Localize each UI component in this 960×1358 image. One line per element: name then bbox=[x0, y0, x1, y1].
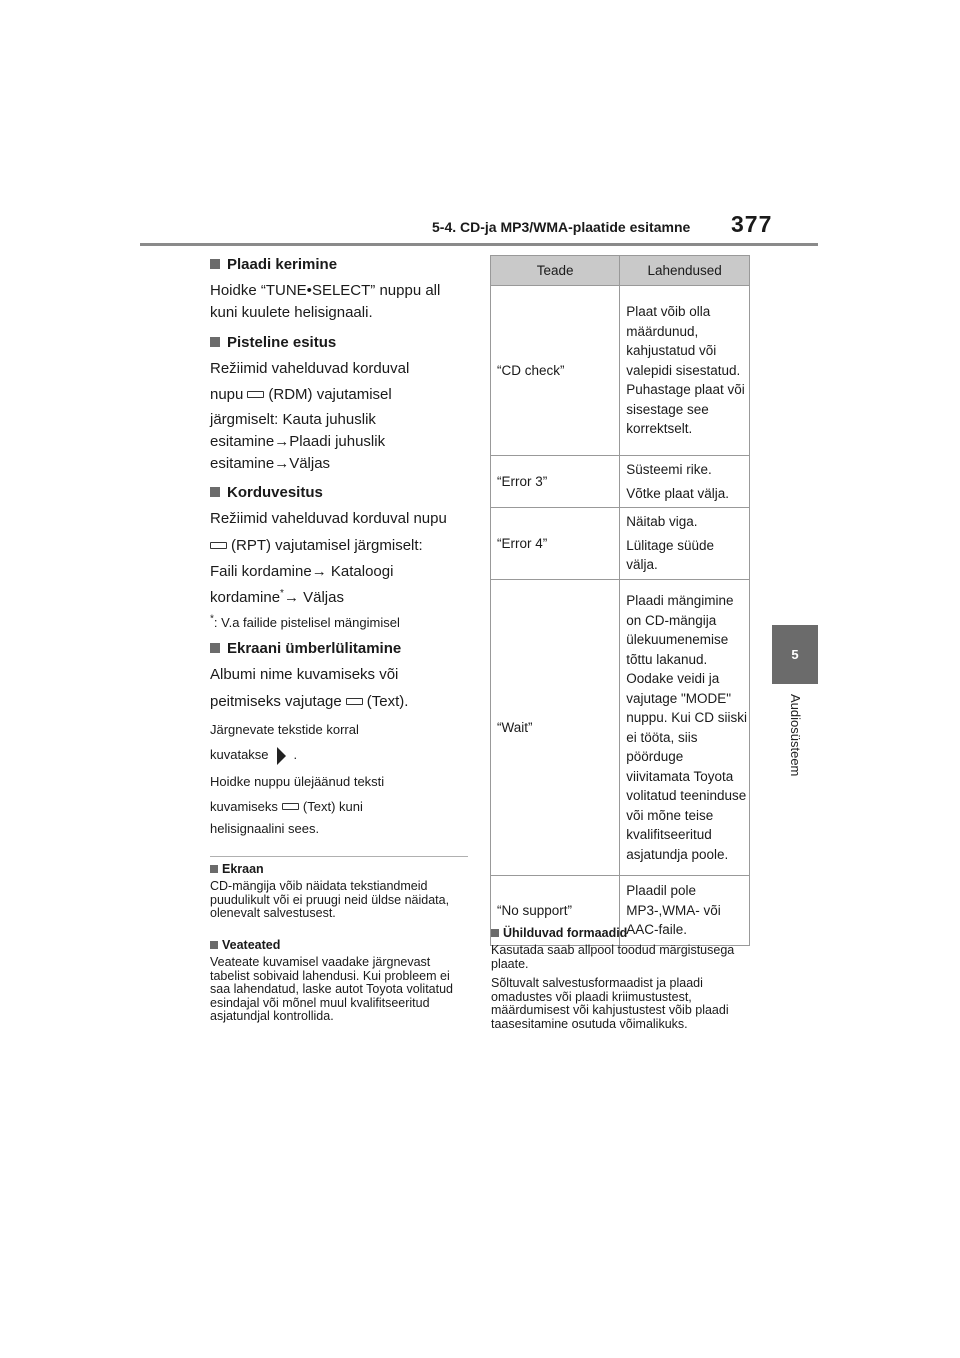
note-heading bbox=[491, 926, 749, 940]
text-fragment: (Text). bbox=[366, 693, 409, 710]
text-fragment: nupu bbox=[210, 386, 244, 403]
solution-cell bbox=[620, 508, 750, 580]
footnote-marker: * bbox=[210, 613, 214, 625]
message-cell: “Error 3” bbox=[491, 456, 620, 508]
text-fragment: (RDM) vajutamisel bbox=[268, 386, 392, 403]
body-line: järgmiselt: Kauta juhuslik bbox=[210, 411, 376, 428]
body-line bbox=[210, 431, 468, 453]
text-fragment: Väljas bbox=[298, 589, 344, 606]
text-fragment: Kataloogi bbox=[326, 563, 394, 580]
square-bullet-icon bbox=[210, 941, 218, 949]
footnote bbox=[210, 615, 468, 630]
solution-text: Näitab viga. bbox=[626, 514, 698, 530]
small-line: helisignaalini sees. bbox=[210, 821, 320, 836]
body-line bbox=[210, 691, 468, 713]
table-row bbox=[491, 580, 750, 876]
heading-text: Pisteline esitus bbox=[227, 333, 337, 351]
button-icon bbox=[210, 542, 227, 549]
text-fragment: peitmiseks vajutage bbox=[210, 693, 342, 710]
text-fragment: kordamine bbox=[210, 589, 281, 606]
note-title: Veateated bbox=[222, 938, 281, 952]
body-line: Režiimid vahelduvad korduval nupu bbox=[210, 510, 447, 527]
note-title: Ühilduvad formaadid bbox=[503, 926, 628, 940]
footnote-marker: * bbox=[280, 588, 284, 599]
small-line: Hoidke nuppu ülejäänud teksti bbox=[210, 774, 385, 789]
solution-text: Plaadil pole MP3-,WMA- või AAC-faile. bbox=[626, 883, 721, 938]
table-row bbox=[491, 508, 750, 580]
table-row bbox=[491, 286, 750, 456]
note-heading bbox=[210, 862, 468, 876]
message-cell: “Wait” bbox=[491, 580, 620, 876]
solution-cell bbox=[620, 286, 750, 456]
text-fragment: Väljas bbox=[289, 455, 331, 472]
left-column bbox=[210, 254, 468, 840]
arrow-icon: → bbox=[311, 563, 327, 580]
heading-korduvesitus bbox=[210, 482, 468, 502]
heading-pisteline-esitus bbox=[210, 332, 468, 352]
body-line bbox=[210, 587, 468, 609]
body-line: Režiimid vahelduvad korduval bbox=[210, 360, 410, 377]
body-line bbox=[210, 535, 468, 557]
triangle-right-icon bbox=[277, 747, 286, 765]
square-bullet-icon bbox=[210, 259, 220, 269]
small-line: Järgnevate tekstide korral bbox=[210, 722, 359, 737]
arrow-icon: → bbox=[283, 589, 299, 606]
column-header: Lahendused bbox=[620, 256, 750, 286]
solution-cell bbox=[620, 456, 750, 508]
text-fragment: esitamine bbox=[210, 433, 275, 450]
square-bullet-icon bbox=[210, 337, 220, 347]
chapter-tab: 5 bbox=[772, 625, 818, 684]
note-ekraan bbox=[210, 862, 468, 921]
header-rule bbox=[140, 243, 818, 246]
table-row bbox=[491, 456, 750, 508]
text-fragment: kuvatakse bbox=[210, 747, 269, 762]
arrow-icon: → bbox=[274, 455, 290, 472]
solution-text: Lülitage süüde välja. bbox=[626, 537, 715, 573]
chapter-label: Audiosüsteem bbox=[788, 694, 803, 777]
heading-ekraani-umberlulitamine bbox=[210, 638, 468, 658]
solution-text: Võtke plaat välja. bbox=[626, 485, 730, 501]
column-header: Teade bbox=[491, 256, 620, 286]
text-fragment: Faili kordamine bbox=[210, 563, 312, 580]
note-veateated bbox=[210, 938, 468, 1024]
text-fragment: (Text) kuni bbox=[302, 799, 363, 814]
footnote-text: : V.a failide pistelisel mängimisel bbox=[213, 615, 400, 630]
note-title: Ekraan bbox=[222, 862, 264, 876]
note-compatible-formats bbox=[491, 926, 749, 1031]
note-text: Kasutada saab allpool toodud märgistusega plaate. bbox=[491, 943, 735, 971]
text-fragment: Plaadi juhuslik bbox=[289, 433, 386, 450]
solution-text: Plaadi mängimine on CD-mängija ülekuumenemise tõttu lakanud. Oodake veidi ja vajutage "MODE" nuppu. Kui CD siiski ei tööta, siis pöörduge viivitamata Toyota volitatud teeninduse või mõne teise kvalifitseeritud asjatundja poole. bbox=[626, 593, 748, 862]
page-number: 377 bbox=[731, 211, 773, 237]
note-heading bbox=[210, 938, 468, 952]
square-bullet-icon bbox=[491, 929, 499, 937]
body-line: Hoidke “TUNE•SELECT” nuppu all bbox=[210, 282, 441, 299]
heading-text: Ekraani ümberlülitamine bbox=[227, 639, 402, 657]
body-line: Albumi nime kuvamiseks või bbox=[210, 666, 399, 683]
arrow-icon: → bbox=[274, 433, 290, 450]
message-cell: “Error 4” bbox=[491, 508, 620, 580]
button-icon bbox=[247, 391, 264, 398]
button-icon bbox=[346, 698, 363, 705]
note-text: CD-mängija võib näidata tekstiandmeid puudulikult või ei pruugi neid üldse näidata, olenevalt salvestusest. bbox=[210, 879, 450, 920]
square-bullet-icon bbox=[210, 487, 220, 497]
error-message-table bbox=[490, 255, 750, 946]
table-header-row bbox=[491, 256, 750, 286]
text-fragment: kuvamiseks bbox=[210, 799, 278, 814]
body-line bbox=[210, 453, 468, 475]
heading-text: Korduvesitus bbox=[227, 483, 323, 501]
heading-plaadi-kerimine bbox=[210, 254, 468, 274]
text-fragment: (RPT) vajutamisel järgmiselt: bbox=[231, 537, 423, 554]
note-text: Sõltuvalt salvestusformaadist ja plaadi omadustes või plaadi kriimustustest, määrdumisest või kahjustustest võib plaadi taasesitamine osutuda võimalikuks. bbox=[491, 976, 729, 1031]
message-cell: “CD check” bbox=[491, 286, 620, 456]
square-bullet-icon bbox=[210, 643, 220, 653]
section-title: 5-4. CD-ja MP3/WMA-plaatide esitamne bbox=[432, 219, 691, 235]
body-line bbox=[210, 561, 468, 583]
text-fragment: . bbox=[293, 747, 298, 762]
heading-text: Plaadi kerimine bbox=[227, 255, 338, 273]
solution-cell bbox=[620, 580, 750, 876]
small-line bbox=[210, 744, 468, 766]
message-cell: “No support” bbox=[491, 876, 620, 946]
notes-divider bbox=[210, 856, 468, 857]
solution-text: Plaat võib olla määrdunud, kahjustatud või valepidi sisestatud. Puhastage plaat või sisestage see korrektselt. bbox=[626, 304, 745, 437]
note-text: Veateate kuvamisel vaadake järgnevast tabelist sobivaid lahendusi. Kui probleem ei saa lahendatud, laske autot Toyota volitatud esindajal või mõnel muul kvalifitseeritud asjatundjal kontrollida. bbox=[210, 955, 453, 1023]
text-fragment: esitamine bbox=[210, 455, 275, 472]
body-line: kuni kuulete helisignaali. bbox=[210, 304, 373, 321]
square-bullet-icon bbox=[210, 865, 218, 873]
button-icon bbox=[282, 803, 299, 810]
body-line bbox=[210, 384, 468, 406]
small-line bbox=[210, 796, 468, 818]
solution-text: Süsteemi rike. bbox=[626, 462, 712, 477]
